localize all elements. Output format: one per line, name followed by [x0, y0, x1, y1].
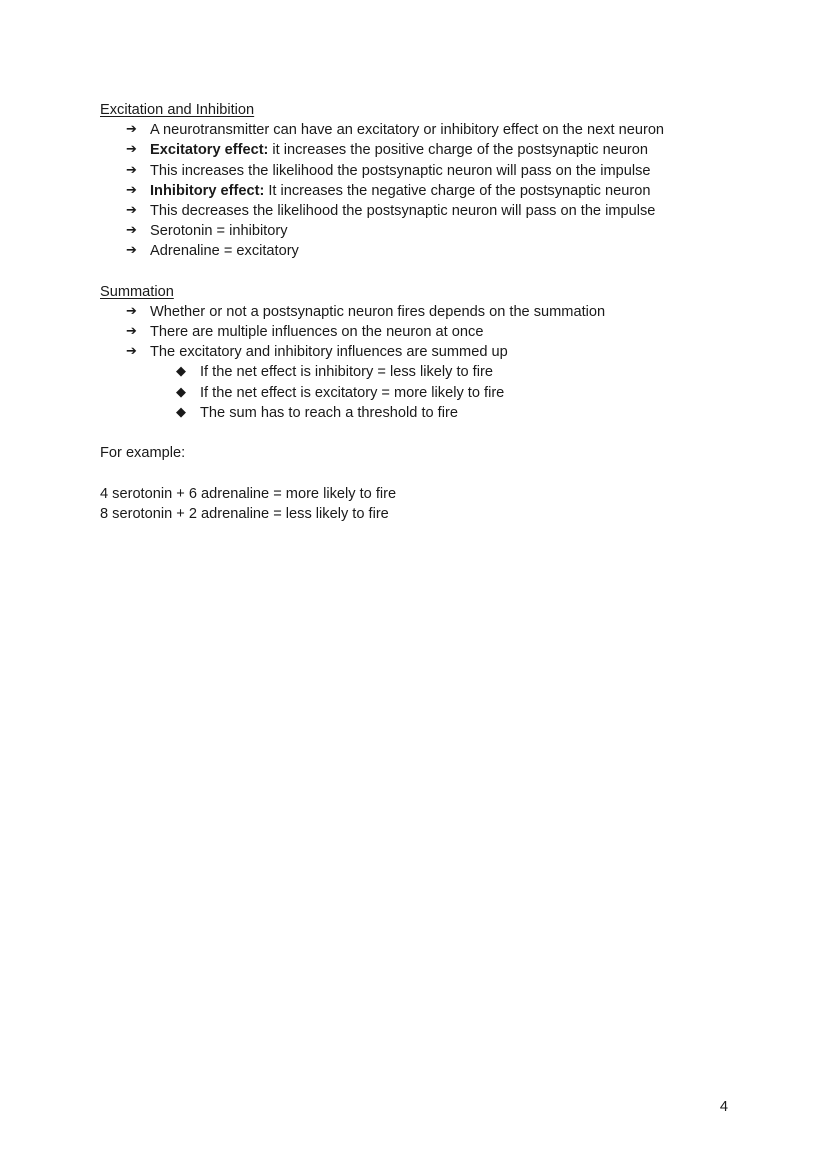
diamond-bullet-icon: ◆ — [176, 364, 186, 380]
sub-list-item-text: If the net effect is excitatory = more likely to fire — [200, 384, 505, 401]
arrow-bullet-icon: ➔ — [126, 243, 137, 259]
list-item-text: A neurotransmitter can have an excitatory or inhibitory effect on the next neuron — [150, 122, 665, 139]
page-content — [100, 100, 740, 524]
list-item — [100, 140, 740, 160]
section-heading-summation: Summation — [100, 283, 174, 300]
list-item — [100, 241, 740, 261]
example-line: 8 serotonin + 2 adrenaline = less likely to fire — [100, 505, 389, 522]
term-label: Excitatory effect: — [150, 142, 269, 159]
list-item — [100, 201, 740, 221]
list-item-text: It increases the negative charge of the postsynaptic neuron — [268, 182, 651, 199]
list-item — [100, 322, 740, 342]
spacer — [100, 423, 740, 443]
arrow-bullet-icon: ➔ — [126, 142, 137, 158]
list-item — [100, 221, 740, 241]
diamond-bullet-icon: ◆ — [176, 384, 186, 400]
sub-list-item — [100, 362, 740, 382]
section-heading-excitation: Excitation and Inhibition — [100, 102, 255, 118]
arrow-bullet-icon: ➔ — [126, 303, 137, 319]
list-item-text: There are multiple influences on the neuron at once — [150, 324, 484, 341]
list-item — [100, 342, 740, 362]
arrow-bullet-icon: ➔ — [126, 122, 137, 138]
list-item-text: it increases the positive charge of the postsynaptic neuron — [272, 142, 649, 159]
term-label: Inhibitory effect: — [150, 182, 265, 199]
sub-list-item-text: If the net effect is inhibitory = less likely to fire — [200, 364, 493, 381]
list-item-text: This increases the likelihood the postsynaptic neuron will pass on the impulse — [150, 162, 651, 179]
arrow-bullet-icon: ➔ — [126, 162, 137, 178]
arrow-bullet-icon: ➔ — [126, 202, 137, 218]
diamond-bullet-icon: ◆ — [176, 404, 186, 420]
arrow-bullet-icon: ➔ — [126, 324, 137, 340]
list-item — [100, 120, 740, 140]
list-item-text: The excitatory and inhibitory influences are summed up — [150, 344, 508, 361]
list-item-text: Whether or not a postsynaptic neuron fires depends on the summation — [150, 303, 606, 320]
arrow-bullet-icon: ➔ — [126, 344, 137, 360]
spacer — [100, 463, 740, 483]
sub-list-item — [100, 403, 740, 423]
list-item-text: Adrenaline = excitatory — [150, 243, 299, 260]
list-item — [100, 302, 740, 322]
list-item — [100, 181, 740, 201]
list-item-text: Serotonin = inhibitory — [150, 223, 288, 240]
spacer — [100, 262, 740, 282]
list-item-text: This decreases the likelihood the postsynaptic neuron will pass on the impulse — [150, 202, 656, 219]
sub-list-item-text: The sum has to reach a threshold to fire — [200, 404, 458, 421]
example-intro: For example: — [100, 445, 186, 462]
arrow-bullet-icon: ➔ — [126, 182, 137, 198]
list-item — [100, 161, 740, 181]
arrow-bullet-icon: ➔ — [126, 223, 137, 239]
sub-list-item — [100, 383, 740, 403]
page-number: 4 — [719, 1099, 728, 1115]
example-line: 4 serotonin + 6 adrenaline = more likely to fire — [100, 485, 397, 502]
